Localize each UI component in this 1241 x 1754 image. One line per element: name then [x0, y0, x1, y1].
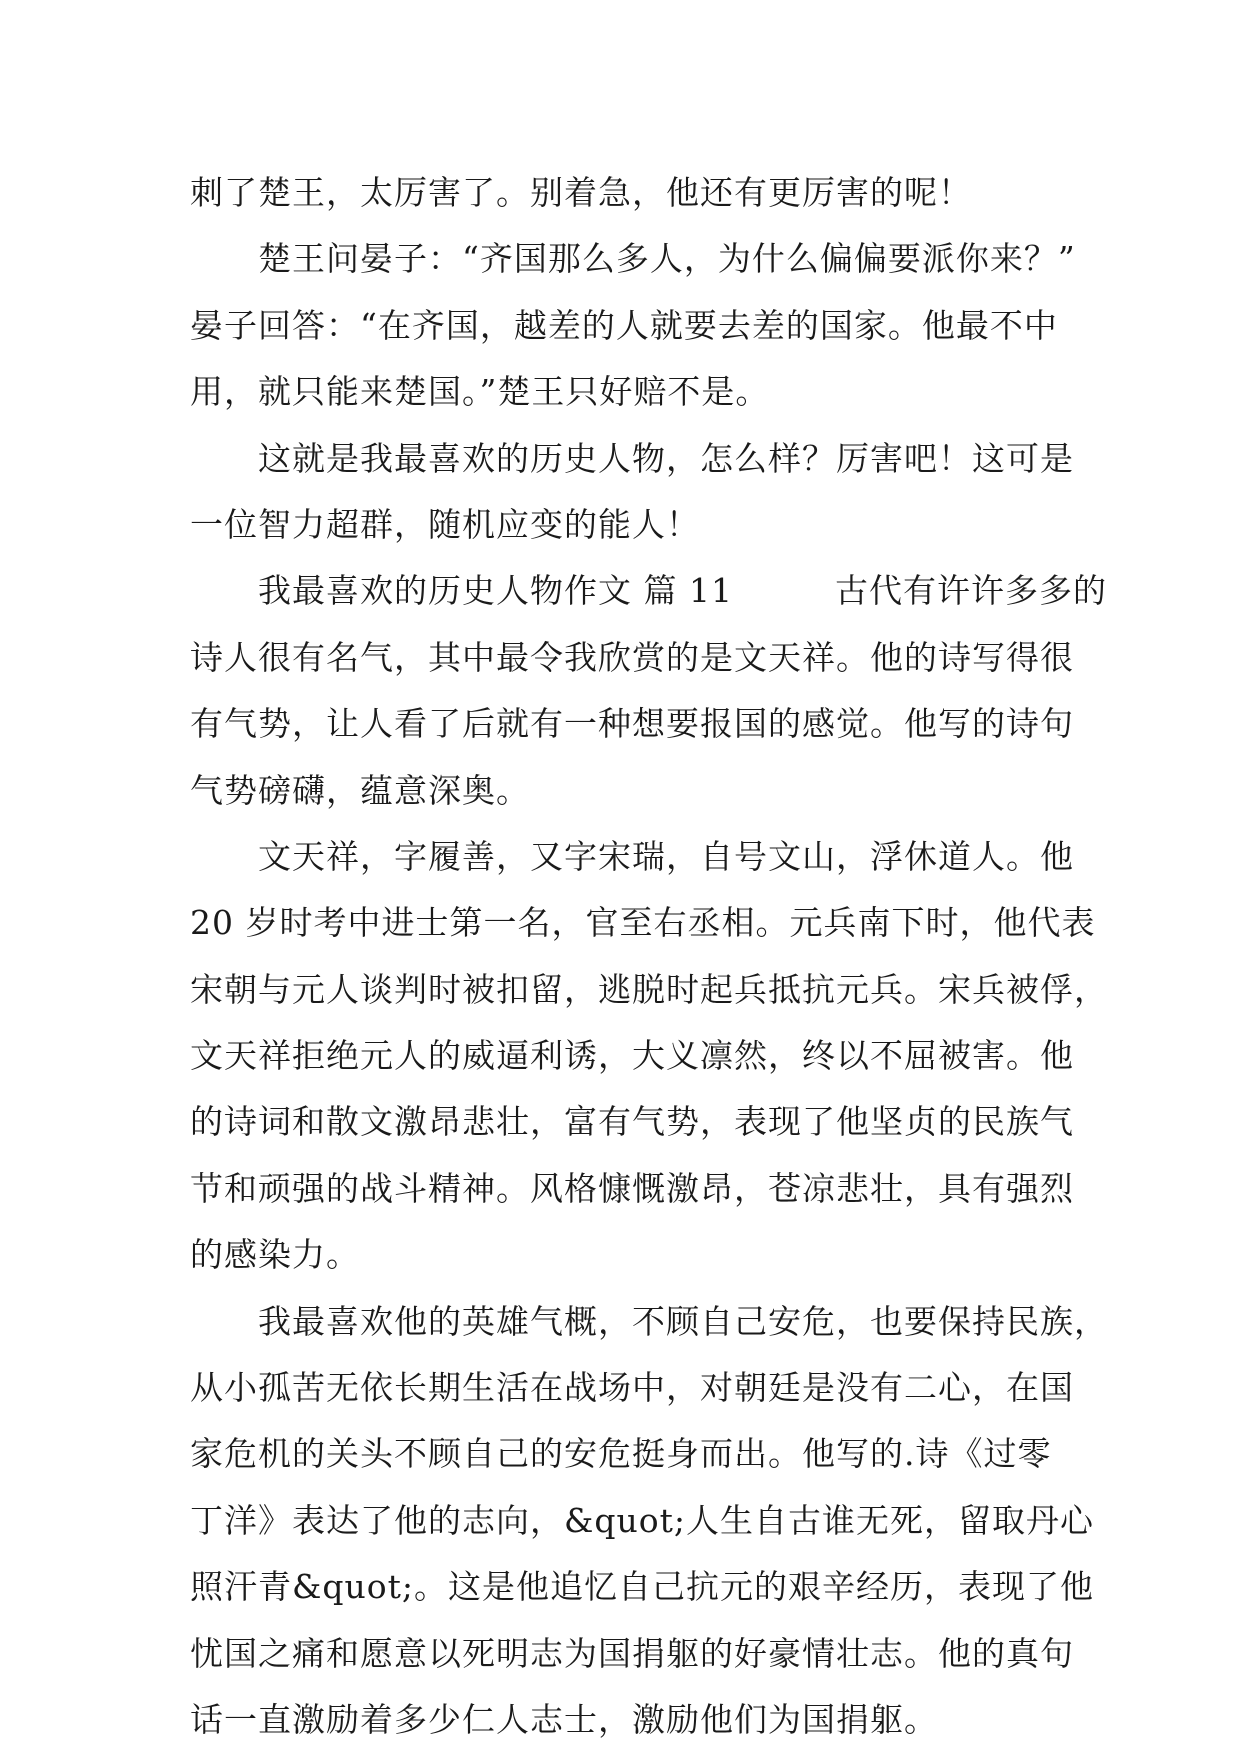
text-line-16: 节和顽强的战斗精神。风格慷慨激昂，苍凉悲壮，具有强烈 — [190, 1168, 1074, 1208]
text-line-23: 忧国之痛和愿意以死明志为国捐躯的好豪情壮志。他的真句 — [190, 1633, 1074, 1673]
essay-body — [190, 160, 1108, 1753]
text-line-12: 20 岁时考中进士第一名，官至右丞相。元兵南下时，他代表 — [190, 903, 1096, 943]
text-line-20: 家危机的关头不顾自己的安危挺身而出。他写的.诗《过零 — [190, 1434, 1052, 1474]
text-line-7: 我最喜欢的历史人物作文 篇 11 古代有许许多多的 — [190, 571, 1107, 611]
text-line-5: 这就是我最喜欢的历史人物，怎么样？厉害吧！这可是 — [190, 438, 1074, 478]
text-line-11: 文天祥，字履善，又字宋瑞，自号文山，浮休道人。他 — [190, 836, 1074, 876]
text-line-9: 有气势，让人看了后就有一种想要报国的感觉。他写的诗句 — [190, 704, 1074, 744]
text-line-21: 丁洋》表达了他的志向，&quot;人生自古谁无死，留取丹心 — [190, 1500, 1094, 1540]
text-line-13: 宋朝与元人谈判时被扣留，逃脱时起兵抵抗元兵。宋兵被俘， — [190, 969, 1108, 1009]
text-line-2: 楚王问晏子：“齐国那么多人，为什么偏偏要派你来？” — [190, 239, 1076, 279]
text-line-19: 从小孤苦无依长期生活在战场中，对朝廷是没有二心，在国 — [190, 1368, 1074, 1408]
text-line-22: 照汗青&quot;。这是他追忆自己抗元的艰辛经历，表现了他 — [190, 1567, 1094, 1607]
text-line-6: 一位智力超群，随机应变的能人！ — [190, 504, 700, 544]
text-line-14: 文天祥拒绝元人的威逼利诱，大义凛然，终以不屈被害。他 — [190, 1036, 1074, 1076]
text-line-10: 气势磅礴，蕴意深奥。 — [190, 770, 530, 810]
text-line-3: 晏子回答：“在齐国，越差的人就要去差的国家。他最不中 — [190, 305, 1058, 345]
text-line-24: 话一直激励着多少仁人志士，激励他们为国捐躯。 — [190, 1699, 938, 1739]
text-line-4: 用，就只能来楚国。”楚王只好赔不是。 — [190, 372, 770, 412]
text-line-18: 我最喜欢他的英雄气概，不顾自己安危，也要保持民族， — [190, 1301, 1108, 1341]
text-line-17: 的感染力。 — [190, 1235, 360, 1275]
text-line-1: 刺了楚王，太厉害了。别着急，他还有更厉害的呢！ — [190, 173, 972, 212]
text-line-15: 的诗词和散文激昂悲壮，富有气势，表现了他坚贞的民族气 — [190, 1102, 1074, 1142]
text-line-8: 诗人很有名气，其中最令我欣赏的是文天祥。他的诗写得很 — [190, 637, 1074, 677]
